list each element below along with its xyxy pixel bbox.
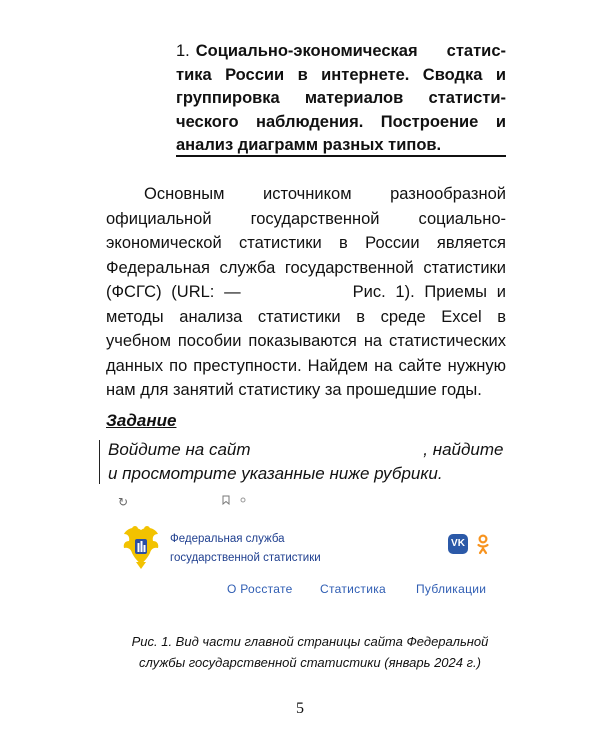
nav-link-statistics[interactable]: Статистика <box>320 582 387 596</box>
rosstat-emblem[interactable] <box>121 524 161 570</box>
organization-name[interactable] <box>170 530 321 568</box>
body-paragraph <box>106 182 506 403</box>
body-text-part-1: Основным источником разнообразной официальной государственной социально-экономической статистики в России является Федеральная служба государственной статистики (ФСГС) (URL: — <box>106 185 506 301</box>
extension-icon[interactable] <box>240 497 246 503</box>
odnoklassniki-icon[interactable] <box>476 534 490 556</box>
nav-link-publications[interactable]: Публикации <box>416 582 487 596</box>
task-text-before: Войдите на сайт <box>108 440 251 459</box>
organization-name-line-2: государственной статистики <box>170 552 321 564</box>
task-margin-bar <box>99 440 100 484</box>
bookmark-icon[interactable] <box>222 495 230 505</box>
task-heading: Задание <box>106 411 177 430</box>
reload-icon[interactable]: ↻ <box>118 495 129 509</box>
figure-caption: Рис. 1. Вид части главной страницы сайта Федеральной службы государственной статистики (январь 2024 г.) <box>131 634 489 670</box>
browser-toolbar <box>110 495 240 515</box>
section-number: 1. <box>176 42 190 60</box>
heading-line-5: и анализ диаграмм разных типов. <box>176 112 506 154</box>
heading-line-1: Социально-экономическая статис- <box>195 42 506 60</box>
nav-link-about[interactable]: О Росстате <box>227 582 293 596</box>
task-text <box>108 438 508 486</box>
task-text-after: , найдите и просмотрите указанные ниже рубрики. <box>108 440 504 483</box>
section-heading <box>176 40 506 158</box>
vk-icon[interactable]: VK <box>448 534 468 554</box>
page-number: 5 <box>296 700 304 717</box>
heading-line-3: и группировка материалов статисти- <box>176 65 506 107</box>
body-text-part-2: Рис. 1). Приемы и методы анализа статистики в среде Excel в учебном пособии показываются на статистических данных по преступности. Найдем на сайте нужную нам для занятий статистику за прошедшие годы. <box>106 283 506 399</box>
heading-line-4: ческого наблюдения. Построение <box>176 112 479 131</box>
heading-line-2: тика России в интернете. Сводка <box>176 65 483 84</box>
heading-underline <box>176 155 506 157</box>
organization-name-line-1: Федеральная служба <box>170 533 285 545</box>
